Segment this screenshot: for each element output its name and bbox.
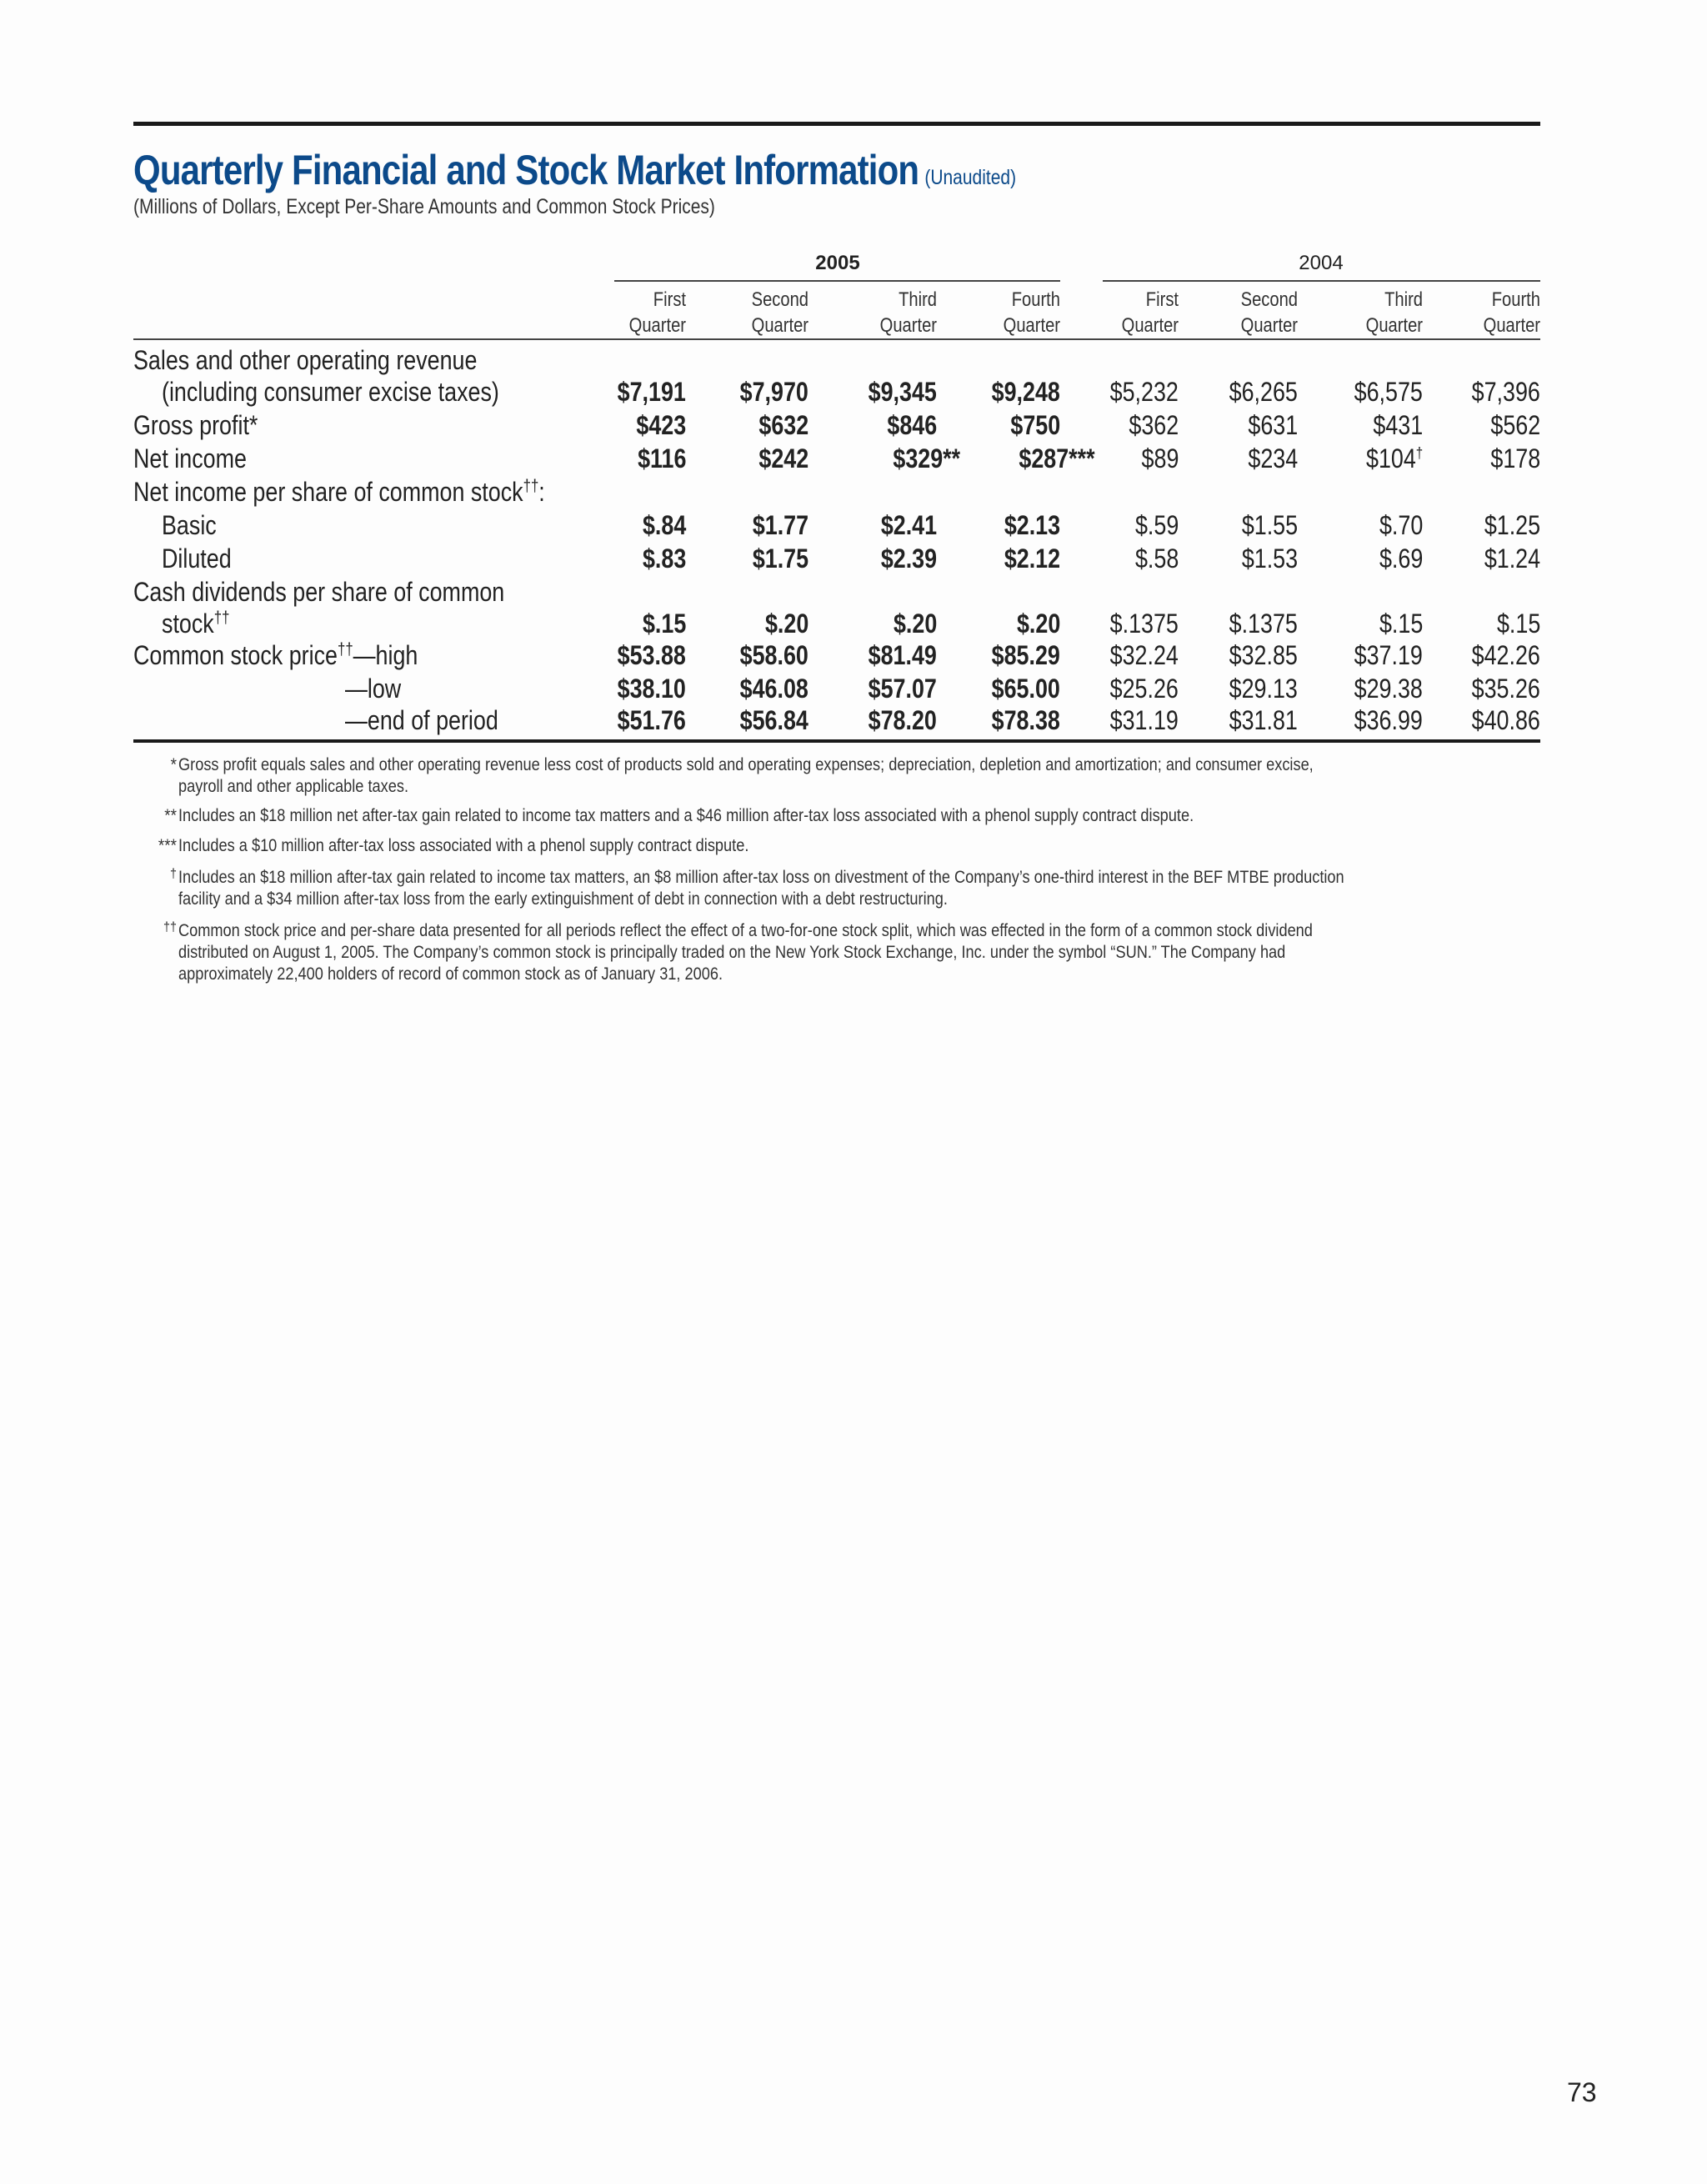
footnote: [133, 867, 1550, 910]
footnote-text: Common stock price and per-share data presented for all periods reflect the effect of a two-for-one stock split, which was effected in the form of a common stock dividend distributed on August 1, 2005. The Company’s common stock is principally traded on the New York Stock Exchange, Inc. under the symbol “SUN.” The Company had approximately 22,400 holders of record of common stock as of January 31, 2006.: [178, 921, 1313, 984]
page-title: Quarterly Financial and Stock Market Information: [133, 147, 919, 193]
footnote-text: Includes a $10 million after-tax loss associated with a phenol supply contract dispute.: [178, 836, 749, 855]
basic-eps-cell: $.59: [1134, 510, 1179, 540]
year-2004-rule: [1103, 280, 1540, 282]
double-dagger-mark: ††: [213, 609, 230, 628]
year-2004-header: 2004: [1299, 252, 1344, 274]
basic-eps-cell: $1.55: [1241, 510, 1298, 540]
footnote-mark: **: [164, 806, 177, 825]
diluted-eps-cell: $1.75: [752, 543, 808, 574]
price-high-cell: $85.29: [991, 640, 1060, 670]
diluted-eps-cell: $1.24: [1484, 543, 1540, 574]
net-income-cell: $89: [1141, 443, 1179, 473]
column-header: Fourth Quarter: [1003, 288, 1060, 337]
price-end-cell: $78.38: [991, 705, 1060, 735]
page-number: 73: [1567, 2077, 1597, 2107]
price-low-cell: $65.00: [991, 674, 1060, 704]
dividend-cell: $.20: [893, 609, 937, 639]
net-income-cell: $178: [1490, 443, 1540, 473]
footnote-mark: ***: [158, 836, 177, 855]
title-row: [133, 146, 1016, 194]
dividend-cell: $.15: [1379, 609, 1423, 639]
price-low-cell: $35.26: [1471, 674, 1540, 704]
gross-profit-cell: $431: [1373, 410, 1423, 440]
basic-eps-cell: $2.13: [1004, 510, 1060, 540]
column-header: First Quarter: [1121, 288, 1179, 337]
column-header: Fourth Quarter: [1483, 288, 1540, 337]
price-low-cell: $29.13: [1229, 674, 1298, 704]
gross-profit-cell: $750: [1010, 410, 1060, 440]
footnote-text: Includes an $18 million net after-tax gain related to income tax matters and a $46 million after-tax loss associated with a phenol supply contract dispute.: [178, 806, 1194, 825]
footnote-mark: ††: [163, 920, 177, 934]
double-dagger-mark: ††: [337, 640, 353, 659]
price-end-cell: $78.20: [868, 705, 937, 735]
diluted-eps-cell: $2.12: [1004, 543, 1060, 574]
year-2005-rule: [614, 280, 1060, 282]
gross-profit-cell: $562: [1490, 410, 1540, 440]
price-high-cell: $32.85: [1229, 640, 1298, 670]
net-income-cell: $329**: [893, 443, 960, 473]
sales-label-line2: (including consumer excise taxes): [162, 377, 499, 407]
price-high-cell: $81.49: [868, 640, 937, 670]
top-rule: [133, 122, 1540, 126]
diluted-eps-cell: $.69: [1379, 543, 1423, 574]
footnote: [133, 754, 1550, 798]
price-low-cell: $38.10: [617, 674, 686, 704]
basic-eps-cell: $.70: [1379, 510, 1423, 540]
footnote-mark: †: [169, 867, 177, 881]
eps-label: Net income per share of common stock††:: [133, 477, 545, 507]
price-end-cell: $31.81: [1229, 705, 1298, 735]
footnote: [133, 805, 1550, 827]
price-high-cell: $37.19: [1354, 640, 1423, 670]
footnote: [133, 835, 1550, 857]
diluted-label: Diluted: [162, 543, 232, 574]
low-label: —low: [345, 674, 402, 704]
net-income-cell: $287***: [1019, 443, 1095, 473]
basic-eps-cell: $1.25: [1484, 510, 1540, 540]
dividends-label-line2: stock††: [162, 609, 230, 639]
gross-profit-cell: $846: [887, 410, 937, 440]
dagger-mark: †: [1415, 444, 1423, 462]
price-high-cell: $58.60: [739, 640, 808, 670]
footnote: [133, 920, 1550, 985]
basic-eps-cell: $.84: [642, 510, 686, 540]
sales-cell: $6,265: [1229, 377, 1298, 407]
price-low-cell: $29.38: [1354, 674, 1423, 704]
price-high-cell: $32.24: [1109, 640, 1179, 670]
net-income-cell: $242: [758, 443, 808, 473]
sales-cell: $5,232: [1109, 377, 1179, 407]
net-income-cell: $234: [1248, 443, 1298, 473]
price-end-cell: $51.76: [617, 705, 686, 735]
price-end-cell: $36.99: [1354, 705, 1423, 735]
sales-cell: $7,396: [1471, 377, 1540, 407]
gross-profit-cell: $632: [758, 410, 808, 440]
column-header: First Quarter: [628, 288, 686, 337]
column-header: Third Quarter: [879, 288, 937, 337]
dividend-cell: $.20: [1016, 609, 1060, 639]
end-of-period-label: —end of period: [345, 705, 498, 735]
diluted-eps-cell: $.58: [1134, 543, 1179, 574]
diluted-eps-cell: $2.39: [880, 543, 937, 574]
sales-cell: $9,345: [868, 377, 937, 407]
price-low-cell: $57.07: [868, 674, 937, 704]
column-header: Second Quarter: [751, 288, 808, 337]
sales-cell: $9,248: [991, 377, 1060, 407]
double-dagger-mark: ††: [523, 477, 539, 496]
footnote-mark: *: [170, 755, 177, 774]
sales-label-line1: Sales and other operating revenue: [133, 345, 478, 375]
dividends-label-line1: Cash dividends per share of common: [133, 577, 505, 607]
dividend-cell: $.1375: [1109, 609, 1179, 639]
gross-profit-label: Gross profit*: [133, 410, 258, 440]
diluted-eps-cell: $.83: [642, 543, 686, 574]
price-end-cell: $56.84: [739, 705, 808, 735]
subtitle: (Millions of Dollars, Except Per-Share Amounts and Common Stock Prices): [133, 195, 715, 218]
price-low-cell: $25.26: [1109, 674, 1179, 704]
gross-profit-cell: $423: [636, 410, 686, 440]
sales-cell: $7,191: [617, 377, 686, 407]
footnote-text: Gross profit equals sales and other operating revenue less cost of products sold and operating expenses; depreciation, depletion and amortization; and consumer excise, payroll and other applicable taxes.: [178, 755, 1314, 796]
net-income-cell: $116: [637, 443, 686, 473]
stock-price-label: Common stock price††—high: [133, 640, 418, 670]
dividend-cell: $.15: [1496, 609, 1540, 639]
unaudited-note: (Unaudited): [924, 166, 1017, 189]
basic-label: Basic: [162, 510, 217, 540]
sales-cell: $6,575: [1354, 377, 1423, 407]
bottom-rule: [133, 739, 1540, 743]
column-header: Third Quarter: [1365, 288, 1423, 337]
gross-profit-cell: $631: [1248, 410, 1298, 440]
column-header: Second Quarter: [1240, 288, 1298, 337]
dividend-cell: $.20: [764, 609, 808, 639]
footnote-text: Includes an $18 million after-tax gain related to income tax matters, an $8 million after-tax loss on divestment of the Company’s one-third interest in the BEF MTBE production facility and a $34 million after-tax loss from the early extinguishment of debt in connection with a debt restructuring.: [178, 868, 1344, 909]
price-end-cell: $40.86: [1471, 705, 1540, 735]
price-high-cell: $42.26: [1471, 640, 1540, 670]
price-low-cell: $46.08: [739, 674, 808, 704]
basic-eps-cell: $2.41: [880, 510, 937, 540]
dividend-cell: $.15: [642, 609, 686, 639]
gross-profit-cell: $362: [1129, 410, 1179, 440]
basic-eps-cell: $1.77: [752, 510, 808, 540]
price-high-cell: $53.88: [617, 640, 686, 670]
price-end-cell: $31.19: [1109, 705, 1179, 735]
dividend-cell: $.1375: [1229, 609, 1298, 639]
sales-cell: $7,970: [739, 377, 808, 407]
diluted-eps-cell: $1.53: [1241, 543, 1298, 574]
header-rule: [133, 338, 1540, 340]
net-income-label: Net income: [133, 443, 247, 473]
net-income-cell: $104†: [1365, 443, 1423, 473]
year-2005-header: 2005: [815, 252, 860, 274]
